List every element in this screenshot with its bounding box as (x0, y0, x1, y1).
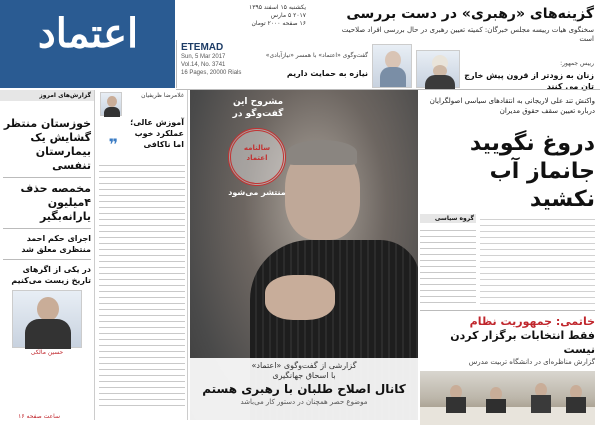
left-section-label: گزارش‌های امروز (0, 90, 94, 101)
right-body-text (480, 214, 595, 306)
photo-kicker: مشروح این گفت‌وگو در (232, 97, 284, 119)
opinion-column (96, 90, 188, 420)
dateline-pages: ۱۶ صفحه ۲۰۰۰ تومان (251, 20, 306, 27)
mid-story-kicker: گفت‌وگوی «اعتماد» با همسر «نیازآبادی» (265, 52, 368, 59)
masthead (0, 0, 175, 88)
main-headline-line-2: جانماز آب نکشید (489, 159, 595, 212)
opinion-author: غلامرضا ظریفیان (141, 92, 184, 99)
english-date: Sun, 5 Mar 2017 (181, 54, 226, 60)
main-headline-line-1: دروغ نگویید (469, 131, 595, 156)
newspaper-logo: اعتماد (37, 10, 139, 57)
cover-photo (190, 90, 418, 420)
dateline-persian: یکشنبه ۱۵ اسفند ۱۳۹۵ (249, 4, 306, 11)
left-lead-text (0, 101, 94, 117)
conference-photo (420, 371, 595, 425)
political-group-box (420, 214, 476, 306)
english-pages: 16 Pages, 20000 Rials (181, 70, 242, 76)
english-issue: Vol.14, No. 3741 (181, 62, 226, 68)
photo-caption-line-1: گزارشی از گفت‌وگوی «اعتماد» (251, 361, 357, 370)
photo-caption (190, 358, 418, 420)
photo-caption-sub: موضوع حصر همچنان در دستور کار می‌باشد (240, 398, 368, 406)
page-footer-note: ساعت صفحه ۱۶ (18, 413, 60, 420)
right-section-label: گروه سیاسی (420, 214, 476, 223)
right-bottom-headline-1: خاتمی: جمهوریت نظام (469, 315, 595, 328)
mid-story-headline: نیازه به حمایت داریم (286, 69, 368, 78)
seal-text-2: اعتماد (246, 154, 268, 162)
left-headline-2: مخمصه حذف ۴میلیون یارانه‌بگیر (20, 182, 91, 223)
right-bottom-section (420, 214, 595, 420)
author-name: حسین مالکی (30, 349, 64, 356)
top-subheadline: سخنگوی هیات رییسه مجلس خبرگان: کمیته تعیین رهبری در حال بررسی افراد صلاحیت است (341, 26, 594, 43)
dateline (176, 4, 306, 38)
quote-icon: ❞ (108, 135, 118, 154)
left-headline-4: در یکی از اگرهای تاریخ زیست می‌کنیم (11, 265, 91, 285)
right-bottom-headline-2: فقط انتخابات برگزار کردن نیست (450, 329, 595, 356)
photo-caption-line-1b: با اسحاق جهانگیری (272, 371, 336, 380)
woman-portrait-thumbnail (372, 44, 412, 88)
president-portrait-thumbnail (416, 50, 460, 88)
right-top-headline: زنان به زودتر از قرون پیش خارج تان می کنند (464, 71, 594, 91)
dateline-gregorian: ۲۰۱۷ ۵ مارس (270, 12, 306, 19)
right-bottom-sub: گزارش مناظره‌ای در دانشگاه تربیت مدرس (468, 358, 595, 366)
author-portrait (12, 290, 82, 348)
left-headline-1: خوزستان منتظر گشایش یک بیمارستان تنفسی (3, 117, 91, 172)
opinion-headline: آموزش عالی؛ عملکرد خوب اما ناکافی (130, 118, 184, 149)
main-headline (420, 130, 595, 214)
left-headline-3: اجرای حکم احمد منتظری معلق شد (21, 234, 91, 254)
main-kicker: واکنش تند علی لاریجانی به انتقادهای سیاسی اصولگرایان درباره تعیین سقف حقوق مدیران (429, 97, 595, 115)
opinion-author-portrait (100, 92, 122, 116)
left-column (0, 90, 95, 420)
top-headline: گزینه‌های «رهبری» در دست بررسی (346, 6, 594, 22)
right-top-kicker: رییس جمهور: (560, 60, 594, 67)
seal-caption: منتشر می‌شود (228, 188, 286, 197)
opinion-body-text (99, 160, 185, 410)
yearbook-seal (228, 128, 286, 186)
seal-text-1: سالنامه (243, 144, 271, 152)
english-masthead (176, 40, 246, 88)
photo-caption-headline: کانال اصلاح طلبان با رهبری هستم (202, 382, 406, 396)
english-name: ETEMAD (181, 42, 224, 53)
